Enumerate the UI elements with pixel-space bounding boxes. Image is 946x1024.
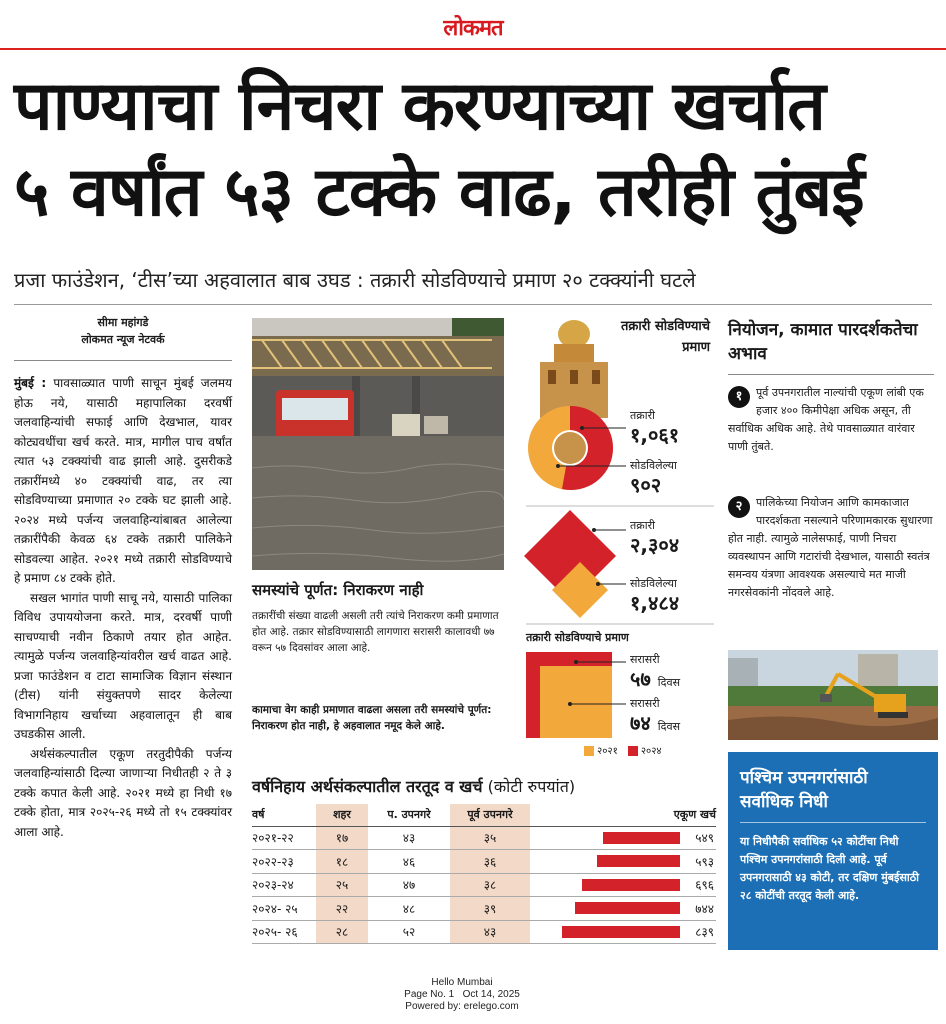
column-header-year: वर्ष <box>252 804 316 826</box>
stat-label: सोडविलेल्या <box>630 577 677 590</box>
table-title-main: वर्षनिहाय अर्थसंकल्पातील तरतूद व खर्च <box>252 777 483 796</box>
complaints-diamond-chart <box>524 510 616 618</box>
cell-east: ३८ <box>450 873 530 897</box>
cell-east: ३५ <box>450 826 530 850</box>
stat-value <box>630 711 680 739</box>
total-bar <box>562 926 680 938</box>
table-row <box>252 850 716 874</box>
section-text: तक्रारींची संख्या वाढली असली तरी त्यांचे निराकरण कमी प्रमाणात होत आहे. तक्रार सोडविण्यासाठी लागणारा सरासरी कालावधी ७७ वरून ५७ दिवसांवर आला आहे. <box>252 610 499 654</box>
legend-label: २०२१ <box>597 746 618 757</box>
stat-value: ९०२ <box>630 473 662 497</box>
page-footer <box>372 977 552 1013</box>
table-row <box>252 826 716 850</box>
article-paragraph <box>14 374 232 589</box>
days-value: ७४ <box>630 711 651 735</box>
article-paragraph: सखल भागांत पाणी साचू नये, यासाठी पालिका विविध उपाययोजना करते. मात्र, दरवर्षी पाणी साचण्याची नवीन ठिकाणे तयार होत आहेत. त्यामुळे पर्जन्य जलवाहिन्यांवरील खर्च वाढत आहे. प्रजा फाउंडेशन व टाटा सामाजिक विज्ञान संस्थान (टीस) यांनी संयुक्तपणे सादर केलेल्या विभागनिहाय खर्चाच्या अहवालातून ही बाब उघडकीस आली. <box>14 590 232 741</box>
article-paragraph: अर्थसंकल्पातील एकूण तरतुदीपैकी पर्जन्य जलवाहिन्यांसाठी दिल्या जाणाऱ्या निधीतही २ ते ३ टक्के कपात केली आहे. २०२१ मध्ये हा निधी १७ टक्के होता, मात्र २०२५-२६ मध्ये तो १५ टक्क्यांवर आला आहे. <box>14 746 232 839</box>
page-date: Oct 14, 2025 <box>462 989 520 1000</box>
table-title-unit: (कोटी रुपयांत) <box>487 777 576 796</box>
cell-west: ४८ <box>368 897 450 921</box>
stat-label: सोडविलेल्या <box>630 459 677 472</box>
divider <box>14 304 932 305</box>
headline-line-2: ५ वर्षांत ५३ टक्के वाढ, तरीही तुंबई <box>14 153 864 232</box>
total-value: ६९६ <box>695 878 714 893</box>
stat-resolved-2021 <box>630 458 677 497</box>
infographic-graphics <box>522 316 718 764</box>
cell-city: २८ <box>316 920 368 944</box>
total-value: ७४४ <box>695 901 714 916</box>
cell-west: ४६ <box>368 850 450 874</box>
page-number: Page No. 1 <box>404 989 455 1000</box>
legend-item <box>628 743 662 757</box>
column-header-west: प. उपनगरे <box>368 804 450 826</box>
cell-east: ३९ <box>450 897 530 921</box>
section-bold-text: कामाचा वेग काही प्रमाणात वाढला असला तरी समस्यांचे पूर्णत: निराकरण होत नाही, हे अहवालात नमूद केले आहे. <box>252 704 492 732</box>
cell-east: ३६ <box>450 850 530 874</box>
cell-west: ४३ <box>368 826 450 850</box>
stat-value <box>630 667 680 695</box>
total-bar <box>575 902 680 914</box>
table-header-row <box>252 804 716 826</box>
infographic-title: तक्रारी सोडविण्याचे प्रमाण <box>620 319 710 355</box>
days-value: ५७ <box>630 667 651 691</box>
stat-label: सरासरी <box>630 697 660 710</box>
cell-year: २०२५- २६ <box>252 920 316 944</box>
divider <box>728 374 934 375</box>
legend-swatch <box>584 746 594 756</box>
highlight-title: पश्चिम उपनगरांसाठी सर्वाधिक निधी <box>740 768 868 812</box>
bmc-building-icon <box>540 320 608 418</box>
stat-label: तक्रारी <box>630 409 655 422</box>
subheadline: प्रजा फाउंडेशन, ‘टीस’च्या अहवालात बाब उघड : तक्रारी सोडविण्याचे प्रमाण २० टक्क्यांनी घटले <box>14 268 696 292</box>
edition-name: Hello Mumbai <box>431 977 493 988</box>
days-title: तक्रारी सोडविण्याचे प्रमाण <box>526 631 629 644</box>
point-number: १ <box>728 386 750 408</box>
headline <box>14 64 934 236</box>
complaints-donut-chart <box>528 406 613 490</box>
highlight-text: या निधीपैकी सर्वाधिक ५२ कोटींचा निधी पश्चिम उपनगरांसाठी दिली आहे. पूर्व उपनगरासाठी ४३ कोटी, तर दक्षिण मुंबईसाठी २८ कोटींची तरतूद केली आहे. <box>740 835 919 902</box>
cell-year: २०२१-२२ <box>252 826 316 850</box>
article-body <box>14 374 232 842</box>
agency-name: लोकमत न्यूज नेटवर्क <box>81 333 165 346</box>
days-unit: दिवस <box>657 676 681 689</box>
stat-label: तक्रारी <box>630 519 655 532</box>
newspaper-logo: लोकमत <box>443 16 503 41</box>
cell-year: २०२३-२४ <box>252 873 316 897</box>
cell-total <box>530 920 716 944</box>
table-title <box>252 776 722 798</box>
budget-table <box>252 804 716 944</box>
cell-west: ४७ <box>368 873 450 897</box>
divider <box>14 360 232 361</box>
stat-complaints-2024 <box>630 518 679 557</box>
stat-complaints-2021 <box>630 408 679 447</box>
powered-by: Powered by: erelego.com <box>405 1001 519 1012</box>
days-square-chart <box>526 652 612 738</box>
column-header-city: शहर <box>316 804 368 826</box>
stat-value: १,४८४ <box>630 591 680 615</box>
cell-city: २२ <box>316 897 368 921</box>
dateline: मुंबई : <box>14 376 47 390</box>
cell-total <box>530 826 716 850</box>
total-bar <box>597 855 680 867</box>
legend-swatch <box>628 746 638 756</box>
author-name: सीमा महांगडे <box>97 316 149 329</box>
stat-resolved-2024 <box>630 576 679 615</box>
column-header-east: पूर्व उपनगरे <box>450 804 530 826</box>
legend-item <box>584 743 618 757</box>
numbered-point <box>728 384 934 456</box>
total-value: ५४९ <box>695 831 714 846</box>
point-text: पूर्व उपनगरातील नाल्यांची एकूण लांबी एक हजार ४०० किमीपेक्षा अधिक असून, ती सर्वाधिक अधिक आहे. तेथे पावसाळ्यात वारंवार पाणी तुंबते. <box>728 386 924 453</box>
legend-label: २०२४ <box>640 746 662 757</box>
section-heading: समस्यांचे पूर्णत: निराकरण नाही <box>252 581 424 599</box>
cell-total <box>530 850 716 874</box>
point-number: २ <box>728 496 750 518</box>
cell-total <box>530 873 716 897</box>
divider <box>740 822 926 823</box>
stat-avg-days-1 <box>630 652 680 695</box>
cell-east: ४३ <box>450 920 530 944</box>
excavator-photo <box>728 650 938 740</box>
headline-line-1: पाण्याचा निचरा करण्याच्या खर्चात <box>14 67 825 146</box>
right-column-heading: नियोजन, कामात पारदर्शकतेचा अभाव <box>728 320 918 364</box>
paragraph-text: पावसाळ्यात पाणी साचून मुंबई जलमय होऊ नये, यासाठी महापालिका दरवर्षी जलवाहिन्यांची सफाई आणि देखभाल, यावर कोट्यवधींचा खर्च करते. मात्र, मागील पाच वर्षांत त्यात ५३ टक्क्यांची वाढ झाली आहे. दुसरीकडे तक्रारींमध्ये ४० टक्क्यांची वाढ, तर त्या सोडविण्याच्या प्रमाणात २० टक्के घट झाली आहे. २०२४ मध्ये पर्जन्य जलवाहिन्यांबाबत आलेल्या तक्रारींपैकी केवळ ६४ टक्के तक्रारी पालिकेने सोडवल्या आहेत. २०२१ मध्ये तक्रारी सोडविण्याचे हे प्रमाण ८४ टक्के होते. <box>14 376 232 585</box>
table-row <box>252 920 716 944</box>
point-text: पालिकेच्या नियोजन आणि कामकाजात पारदर्शकता नसल्याने परिणामकारक सुधारणा होत नाही. त्यामुळे नालेसफाई, पाणी निचरा व्यवस्थापन आणि गटारांची देखभाल, यासाठी स्वतंत्र समन्वय यंत्रणा आवश्यक असल्याचे मत माजी नगरसेवकांनी नोंदवले आहे. <box>728 496 933 599</box>
cell-city: २५ <box>316 873 368 897</box>
cell-city: १७ <box>316 826 368 850</box>
masthead <box>0 0 946 50</box>
stat-value: २,३०४ <box>630 533 680 557</box>
total-bar <box>582 879 680 891</box>
column-header-total: एकूण खर्च <box>530 804 716 826</box>
table-row <box>252 873 716 897</box>
flood-photo <box>252 318 504 570</box>
excavator-photo-illustration <box>728 650 938 740</box>
flood-photo-illustration <box>252 318 504 570</box>
stat-avg-days-2 <box>630 696 680 739</box>
stat-value: १,०६१ <box>630 423 680 447</box>
cell-total <box>530 897 716 921</box>
cell-year: २०२४- २५ <box>252 897 316 921</box>
table-row <box>252 897 716 921</box>
days-unit: दिवस <box>657 720 681 733</box>
legend <box>584 743 662 757</box>
numbered-point <box>728 494 934 602</box>
byline <box>14 314 232 348</box>
cell-year: २०२२-२३ <box>252 850 316 874</box>
stat-label: सरासरी <box>630 653 660 666</box>
highlight-box <box>728 752 938 950</box>
infographic <box>522 316 718 764</box>
total-bar <box>603 832 680 844</box>
page-info <box>372 989 552 1001</box>
cell-city: १८ <box>316 850 368 874</box>
total-value: ५९३ <box>695 854 714 869</box>
total-value: ८३९ <box>695 925 714 940</box>
cell-west: ५२ <box>368 920 450 944</box>
